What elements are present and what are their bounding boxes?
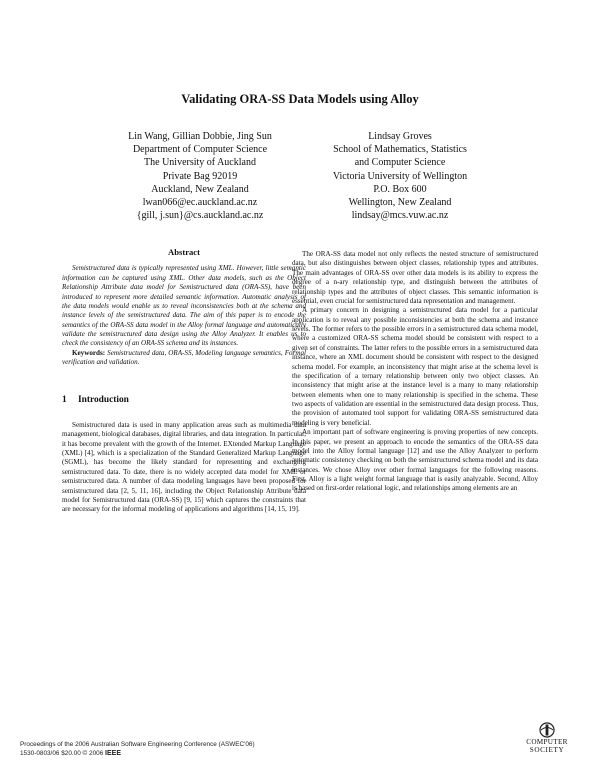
author-email-2: {gill, j.sun}@cs.auckland.ac.nz xyxy=(136,210,264,222)
abstract-text: Semistructured data is typically represented using XML. However, little semantic information can be captured using XML. Other data models, such as the Object Relationship Attribute data model for Semistructured data (ORA-SS), have been introduced to represent more detailed semantic information. Automatic analysis of the data models would enable us to reveal inconsistencies both at the schema and instance levels of the semistructured data. The aim of this paper is to encode the semantics of the ORA-SS data model in the Alloy formal language and automatically validate the semistructured data design using the Alloy Analyzer. It enables us to check the consistency of an ORA-SS schema and its instances. xyxy=(62,264,306,348)
section-number: 1 xyxy=(62,394,67,405)
author-email-1: lwan066@ec.auckland.ac.nz xyxy=(142,197,258,209)
right-paragraph-3: An important part of software engineering is proving properties of new concepts. In this paper, we present an approach to encode the semantics of the ORA-SS data model into the Alloy formal language [12] and use the Alloy Analyzer to perform automatic consistency checking on both the semistructured schema model and its data instances. We chose Alloy over other formal languages for the following reasons. First, Alloy is a light weight formal language that is easily analyzable. Second, Alloy is based on first-order relational logic, and relationships among elements are an xyxy=(292,428,538,493)
right-paragraph-1: The ORA-SS data model not only reflects the nested structure of semistructured data, but also distinguishes between object classes, relationship types and attributes. The main advantages of ORA-SS over other data models is its ability to express the degree of a n-ary relationship type, and distinguish between the attributes of relationship types and the attributes of object classes. This semantic information is essential, even crucial for semistructured data representation and management. xyxy=(292,250,538,305)
footer-copyright-line xyxy=(20,749,255,758)
introduction-paragraph: Semistructured data is used in many application areas such as multimedia data management, biological databases, digital libraries, and data integration. In particular, it has become prevalent with the growth of the Internet. EXtended Markup Language (XML) [4], which is a specialization of the Standard Generalized Markup Language (SGML), has become the likely standard for representing and exchanging semistructured data. To date, there is no widely accepted data model for XML or semistructured data. A number of data modeling languages have been proposed for semistructured data [2, 5, 11, 16], including the Object Relationship Attribute data model for Semistructured data (ORA-SS) [9, 15] which captures the constraints that are necessary for the informal modeling of applications and algorithms [14, 15, 19]. xyxy=(62,420,306,514)
keywords-text: Semistructured data, ORA-SS, Modeling language semantics, Formal verification and validation. xyxy=(62,348,306,367)
author-address: Private Bag 92019 xyxy=(162,170,238,182)
author-school-cont: and Computer Science xyxy=(354,157,446,169)
author-pobox: P.O. Box 600 xyxy=(373,183,427,195)
authors-right-block xyxy=(290,130,510,222)
left-column xyxy=(62,248,306,515)
page-footer xyxy=(20,740,255,758)
author-school: School of Mathematics, Statistics xyxy=(333,144,467,156)
footer-proceedings: Proceedings of the 2006 Australian Software Engineering Conference (ASWEC'06) xyxy=(20,741,255,748)
keywords-label: Keywords: xyxy=(72,348,106,357)
keywords-line xyxy=(62,349,306,368)
computer-society-logo xyxy=(516,722,578,762)
author-university: The University of Auckland xyxy=(144,157,256,169)
logo-word-society: SOCIETY xyxy=(529,746,565,754)
author-names: Lin Wang, Gillian Dobbie, Jing Sun xyxy=(128,131,272,142)
abstract-heading: Abstract xyxy=(168,247,200,257)
author-city-wellington: Wellington, New Zealand xyxy=(348,197,452,209)
author-name-groves: Lindsay Groves xyxy=(368,131,432,142)
author-university-vuw: Victoria University of Wellington xyxy=(332,170,468,182)
author-city: Auckland, New Zealand xyxy=(151,183,249,195)
author-department: Department of Computer Science xyxy=(132,144,268,156)
logo-word-computer: COMPUTER xyxy=(526,738,568,746)
right-column xyxy=(292,250,538,494)
right-paragraph-2: A primary concern in designing a semistructured data model for a particular application is to reveal any possible inconsistencies at both the schema and instance levels. The former refers to the possible errors in a semistructured data schema model, where a customized ORA-SS schema model should be consistent with respect to a given set of constraints. The latter refers to the possible errors in a semistructured data instance, where an XML document should be consistent with respect to the designed schema model. For example, an inconsistency that might arise at the schema level is the specification of a ternary relationship between only two object classes. An inconsistency that might arise at the instance level is a many to many relationship between elements when one to many relationship is specified in the schema. These two aspects of validation are essential in the semistructured data design process. Thus, the provision of automated tool support for validating ORA-SS semistructured data modeling is very beneficial. xyxy=(292,306,538,427)
section-title: Introduction xyxy=(78,394,129,405)
paper-title: Validating ORA-SS Data Models using Alloy xyxy=(181,92,419,106)
section-heading-introduction xyxy=(62,396,306,405)
ieee-computer-society-logo-icon xyxy=(538,722,556,738)
author-email-groves: lindsay@mcs.vuw.ac.nz xyxy=(351,210,449,222)
footer-ieee: IEEE xyxy=(105,750,121,757)
footer-copyright: 1530-0803/06 $20.00 © 2006 xyxy=(20,750,104,757)
authors-left-block xyxy=(100,130,300,222)
